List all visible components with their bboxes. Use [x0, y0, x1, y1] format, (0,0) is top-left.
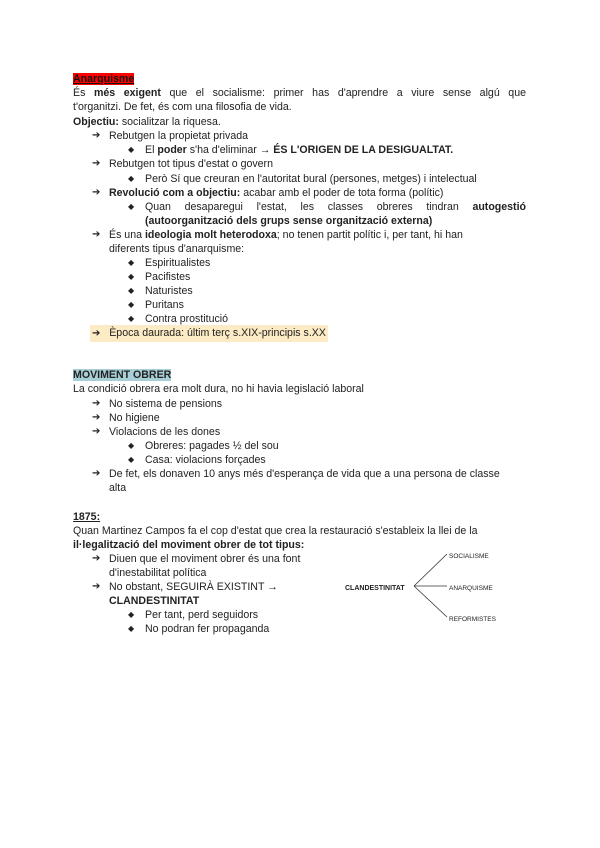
list-item: Rebutgen tot tipus d'estat o govern	[109, 158, 273, 170]
diagram-label-socialisme: SOCIALISME	[449, 553, 489, 560]
diamond-bullet-icon: ◆	[128, 202, 135, 211]
section-title-moviment-obrer: MOVIMENT OBRER	[73, 369, 172, 381]
list-subitem: No podran fer propaganda	[145, 623, 270, 635]
list-item: No obstant, SEGUIRÀ EXISTINT →	[109, 581, 278, 593]
list-subitem: El poder s'ha d'eliminar → ÉS L'ORIGEN DE LA DESIGUALTAT.	[145, 144, 454, 156]
list-subitem: Puritans	[145, 299, 184, 311]
objectiu-line: Objectiu: socialitzar la riquesa.	[73, 116, 221, 128]
list-subitem: Obreres: pagades ½ del sou	[145, 440, 279, 452]
arrow-bullet-icon: ➔	[92, 158, 101, 169]
arrow-bullet-icon: ➔	[92, 468, 101, 479]
diamond-bullet-icon: ◆	[128, 272, 135, 281]
list-subitem: Per tant, perd seguidors	[145, 609, 259, 621]
list-subitem: Contra prostitució	[145, 313, 229, 325]
diagram-branch-lines	[410, 548, 450, 620]
list-subitem: Casa: violacions forçades	[145, 454, 266, 466]
list-item: Violacions de les dones	[109, 426, 221, 438]
list-subitem: Quan desaparegui l'estat, les classes obreres tindran autogestió	[145, 201, 526, 213]
diamond-bullet-icon: ◆	[128, 610, 135, 619]
diagram-label-reformistes: REFORMISTES	[449, 616, 496, 623]
list-item: No sistema de pensions	[109, 398, 223, 410]
list-subitem: Espiritualistes	[145, 257, 211, 269]
list-subitem: Però Sí que creuran en l'autoritat bural (persones, metges) i intelectual	[145, 173, 477, 185]
diamond-bullet-icon: ◆	[128, 286, 135, 295]
diamond-bullet-icon: ◆	[128, 624, 135, 633]
list-item-line2: alta	[109, 482, 127, 494]
list-item-line2: d'inestabilitat política	[109, 567, 207, 579]
diamond-bullet-icon: ◆	[128, 145, 135, 154]
list-subitem: Pacifistes	[145, 271, 191, 283]
section-title-anarquisme: Anarquisme	[73, 73, 135, 85]
list-subitem-line2: (autoorganització dels grups sense organització externa)	[145, 215, 433, 227]
arrow-bullet-icon: ➔	[92, 130, 101, 141]
list-subitem: Naturistes	[145, 285, 193, 297]
arrow-bullet-icon: ➔	[92, 398, 101, 409]
moviment-intro: La condició obrera era molt dura, no hi havia legislació laboral	[73, 383, 364, 395]
list-item: És una ideologia molt heterodoxa; no tenen partit polític i, per tant, hi han	[109, 229, 463, 241]
list-item-line2: diferents tipus d'anarquisme:	[109, 243, 245, 255]
arrow-bullet-icon: ➔	[92, 553, 101, 564]
diamond-bullet-icon: ◆	[128, 441, 135, 450]
diagram-label-anarquisme: ANARQUISME	[449, 585, 493, 592]
diamond-bullet-icon: ◆	[128, 174, 135, 183]
arrow-bullet-icon: ➔	[92, 328, 101, 339]
arrow-bullet-icon: ➔	[92, 229, 101, 240]
anarquisme-intro-line1: És més exigent que el socialisme: primer has d'aprendre a viure sense algú que	[73, 87, 526, 99]
list-item: Revolució com a objectiu: acabar amb el poder de tota forma (polític)	[109, 187, 444, 199]
list-item: De fet, els donaven 10 anys més d'esperança de vida que a una persona de classe	[109, 468, 500, 480]
diamond-bullet-icon: ◆	[128, 258, 135, 267]
arrow-bullet-icon: ➔	[92, 426, 101, 437]
section-title-1875: 1875:	[73, 511, 101, 523]
anarquisme-intro-line2: t'organitzi. De fet, és com una filosofia de vida.	[73, 101, 292, 113]
section-1875-line2: il·legalització del moviment obrer de tot tipus:	[73, 539, 305, 551]
arrow-bullet-icon: ➔	[92, 581, 101, 592]
section-1875-line1: Quan Martinez Campos fa el cop d'estat que crea la restauració s'estableix la llei de la	[73, 525, 478, 537]
diamond-bullet-icon: ◆	[128, 314, 135, 323]
diamond-bullet-icon: ◆	[128, 455, 135, 464]
arrow-bullet-icon: ➔	[92, 412, 101, 423]
list-item-line2: CLANDESTINITAT	[109, 595, 200, 607]
list-item: Diuen que el moviment obrer és una font	[109, 553, 301, 565]
highlighted-list-item: ➔ Època daurada: últim terç s.XIX-principis s.XX	[90, 325, 328, 342]
arrow-bullet-icon: ➔	[92, 187, 101, 198]
list-item: Rebutgen la propietat privada	[109, 130, 248, 142]
list-item: No higiene	[109, 412, 160, 424]
diamond-bullet-icon: ◆	[128, 300, 135, 309]
diagram-center-label: CLANDESTINITAT	[345, 585, 405, 592]
